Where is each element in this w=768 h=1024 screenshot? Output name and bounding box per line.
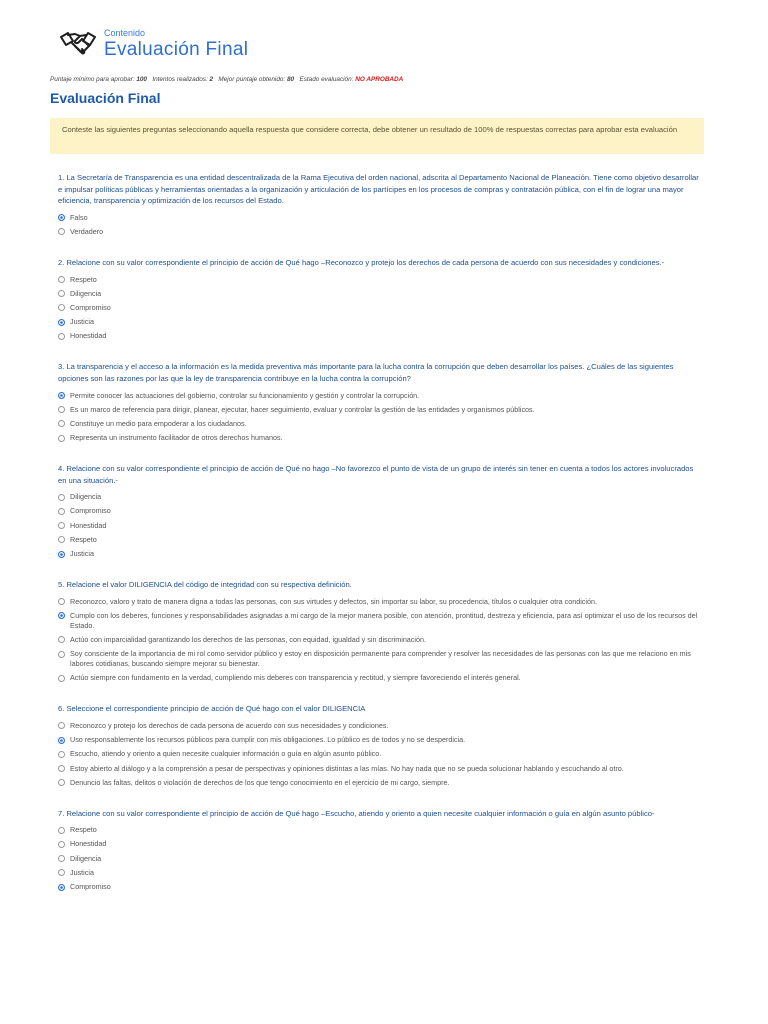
answer-option[interactable]: [58, 521, 700, 531]
radio-button[interactable]: [58, 420, 65, 427]
question-text: 7. Relacione con su valor correspondiente el principio de acción de Qué hago –Escucho, atiendo y oriento a quien necesite cualquier información o guía en algún asunto público-: [58, 808, 655, 818]
answer-option[interactable]: [58, 611, 700, 631]
radio-button[interactable]: [58, 304, 65, 311]
radio-button[interactable]: [58, 651, 65, 658]
question-text: 2. Relacione con su valor correspondiente el principio de acción de Qué hago –Reconozco y protejo los derechos de cada persona de acuerdo con sus necesidades y condiciones.-: [58, 257, 665, 267]
radio-button[interactable]: [58, 406, 65, 413]
answer-option[interactable]: [58, 275, 700, 285]
answer-option-label: Respeto: [70, 534, 97, 544]
answer-option-label: Reconozco y protejo los derechos de cada persona de acuerdo con sus necesidades y condiciones.: [70, 720, 389, 730]
question-3: [58, 361, 700, 443]
min-score-value: 100: [136, 76, 147, 83]
answer-option-label: Respeto: [70, 825, 97, 835]
answer-option[interactable]: [58, 419, 700, 429]
answer-option[interactable]: [58, 735, 700, 745]
answer-option[interactable]: [58, 317, 700, 327]
answer-option-label: Cumplo con los deberes, funciones y responsabilidades asignadas a mi cargo de la mejor manera posible, con atención, prontitud, destreza y eficiencia, para así optimizar el uso de los recursos del Estado.: [70, 610, 698, 630]
answer-option-label: Honestidad: [70, 520, 107, 530]
answer-option[interactable]: [58, 213, 700, 223]
radio-button[interactable]: [58, 869, 65, 876]
answer-option[interactable]: [58, 854, 700, 864]
answer-option[interactable]: [58, 391, 700, 401]
answer-option-label: Soy consciente de la importancia de mi rol como servidor público y estoy en disposición permanente para comprender y resolver las necesidades de las personas con las que me relaciono en mis labores cotidianas, buscando siempre mejorar su bienestar.: [70, 649, 691, 669]
answer-option[interactable]: [58, 535, 700, 545]
handshake-icon: [58, 24, 98, 64]
answer-option-label: Compromiso: [70, 882, 111, 892]
attempts-value: 2: [209, 76, 214, 83]
answer-option[interactable]: [58, 721, 700, 731]
answer-option[interactable]: [58, 303, 700, 313]
radio-button[interactable]: [58, 494, 65, 501]
question-1: [58, 172, 700, 237]
evaluation-status-bar: [50, 76, 403, 83]
answer-option-label: Actúo siempre con fundamento en la verdad, cumpliendo mis deberes con transparencia y rectitud, y siempre favoreciendo el interés general.: [70, 673, 521, 683]
page-title: Evaluación Final: [50, 90, 161, 106]
radio-button[interactable]: [58, 841, 65, 848]
answer-option-label: Escucho, atiendo y oriento a quien necesite cualquier información o guía en algún asunto público.: [70, 749, 382, 759]
answer-option-label: Respeto: [70, 274, 97, 284]
answer-option[interactable]: [58, 749, 700, 759]
answer-option[interactable]: [58, 405, 700, 415]
question-text: 4. Relacione con su valor correspondiente el principio de acción de Qué no hago –No favorezco el punto de vista de un grupo de interés sin tener en cuenta a todos los actores involucrados en una situación.-: [58, 464, 694, 485]
radio-button-selected[interactable]: [58, 737, 65, 744]
answer-option-label: Verdadero: [70, 226, 104, 236]
radio-button[interactable]: [58, 751, 65, 758]
answer-option[interactable]: [58, 227, 700, 237]
answer-option[interactable]: [58, 778, 700, 788]
state-label: Estado evaluación:: [299, 76, 354, 83]
question-text: 6. Seleccione el correspondiente principio de acción de Qué hago con el valor DILIGENCIA: [58, 704, 366, 714]
question-text: 5. Relacione el valor DILIGENCIA del código de integridad con su respectiva definición.: [58, 580, 352, 589]
answer-option-label: Honestidad: [70, 331, 107, 341]
radio-button-selected[interactable]: [58, 551, 65, 558]
question-5: [58, 579, 700, 683]
radio-button-selected[interactable]: [58, 392, 65, 399]
radio-button[interactable]: [58, 827, 65, 834]
radio-button[interactable]: [58, 636, 65, 643]
answer-option[interactable]: [58, 882, 700, 892]
answer-option[interactable]: [58, 433, 700, 443]
answer-option[interactable]: [58, 764, 700, 774]
best-score-value: 80: [287, 76, 295, 83]
radio-button-selected[interactable]: [58, 612, 65, 619]
radio-button-selected[interactable]: [58, 884, 65, 891]
answer-option-label: Diligencia: [70, 853, 102, 863]
instructions-notice: Conteste las siguientes preguntas seleccionando aquella respuesta que considere correcta, debe obtener un resultado de 100% de respuestas correctas para aprobar esta evaluación: [50, 118, 704, 154]
radio-button[interactable]: [58, 536, 65, 543]
radio-button-selected[interactable]: [58, 319, 65, 326]
radio-button[interactable]: [58, 228, 65, 235]
radio-button[interactable]: [58, 765, 65, 772]
answer-option[interactable]: [58, 839, 700, 849]
questions-list: [58, 172, 700, 912]
answer-option[interactable]: [58, 549, 700, 559]
answer-option-label: Justicia: [70, 317, 94, 327]
radio-button[interactable]: [58, 435, 65, 442]
radio-button[interactable]: [58, 508, 65, 515]
radio-button[interactable]: [58, 675, 65, 682]
radio-button[interactable]: [58, 722, 65, 729]
answer-option[interactable]: [58, 331, 700, 341]
radio-button[interactable]: [58, 855, 65, 862]
answer-option[interactable]: [58, 649, 700, 669]
answer-option-label: Falso: [70, 212, 88, 222]
header-subtitle: Contenido: [104, 27, 146, 38]
question-7: [58, 808, 700, 892]
answer-option-label: Compromiso: [70, 302, 111, 312]
radio-button[interactable]: [58, 290, 65, 297]
answer-option-label: Diligencia: [70, 288, 102, 298]
radio-button[interactable]: [58, 333, 65, 340]
answer-option-label: Justicia: [70, 549, 94, 558]
answer-option[interactable]: [58, 289, 700, 299]
answer-option-label: Permite conocer las actuaciones del gobierno, controlar su funcionamiento y gestión y controlar la corrupción.: [70, 390, 420, 400]
state-value: NO APROBADA: [355, 76, 404, 83]
answer-option[interactable]: [58, 868, 700, 878]
answer-option-label: Justicia: [70, 867, 94, 877]
answer-option-label: Diligencia: [70, 492, 102, 502]
radio-button[interactable]: [58, 779, 65, 786]
question-text: 1. La Secretaría de Transparencia es una entidad descentralizada de la Rama Ejecutiva del orden nacional, adscrita al Departamento Nacional de Planeación. Tiene como objetivo desarrollar e impulsar políticas públicas y herramientas orientadas a la organización y articulación de los partícipes en los procesos de compras y contratación pública, con el fin de lograr una mayor eficiencia, transparencia y optimización de los recursos del Estado.: [58, 173, 699, 206]
answer-option[interactable]: [58, 825, 700, 835]
radio-button-selected[interactable]: [58, 214, 65, 221]
answer-option-label: Denuncio las faltas, delitos o violación de derechos de los que tengo conocimiento en el ejercicio de mi cargo, siempre.: [70, 777, 450, 787]
answer-option-label: Uso responsablemente los recursos públicos para cumplir con mis obligaciones. Lo público es de todos y no se desperdicia.: [70, 735, 466, 745]
answer-option-label: Es un marco de referencia para dirigir, planear, ejecutar, hacer seguimiento, evaluar y controlar la gestión de las entidades y organismos públicos.: [70, 404, 535, 414]
answer-option[interactable]: [58, 506, 700, 516]
best-score-label: Mejor puntaje obtenido:: [218, 76, 286, 83]
answer-option-label: Actúo con imparcialidad garantizando los derechos de las personas, con equidad, igualdad y sin discriminación.: [70, 634, 426, 644]
header: [58, 20, 248, 68]
answer-option[interactable]: [58, 635, 700, 645]
answer-option-label: Compromiso: [70, 506, 111, 516]
radio-button[interactable]: [58, 598, 65, 605]
answer-option[interactable]: [58, 597, 700, 607]
answer-option-label: Constituye un medio para empoderar a los ciudadanos.: [70, 418, 247, 428]
attempts-label: Intentos realizados:: [152, 76, 208, 83]
question-4: [58, 463, 700, 559]
radio-button[interactable]: [58, 522, 65, 529]
question-6: [58, 703, 700, 787]
answer-option[interactable]: [58, 673, 700, 683]
radio-button[interactable]: [58, 276, 65, 283]
answer-option[interactable]: [58, 492, 700, 502]
answer-option-label: Estoy abierto al diálogo y a la comprensión a pesar de perspectivas y opiniones distintas a las mías. No hay nada que no se pueda solucionar hablando y escuchando al otro.: [70, 763, 624, 773]
header-title: Evaluación Final: [104, 38, 249, 60]
answer-option-label: Representa un instrumento facilitador de otros derechos humanos.: [70, 433, 283, 443]
answer-option-label: Honestidad: [70, 839, 107, 849]
question-text: 3. La transparencia y el acceso a la información es la medida preventiva más importante para la lucha contra la corrupción que deben desarrollar los países. ¿Cuáles de las siguientes opciones son las razones por las que la ley de transparencia contribuye en la lucha contra la corrupción?: [58, 362, 674, 383]
question-2: [58, 257, 700, 341]
min-score-label: Puntaje mínimo para aprobar:: [50, 76, 135, 83]
answer-option-label: Reconozco, valoro y trato de manera digna a todas las personas, con sus virtudes y defectos, sin importar su labor, su procedencia, títulos o cualquier otra condición.: [70, 596, 597, 606]
